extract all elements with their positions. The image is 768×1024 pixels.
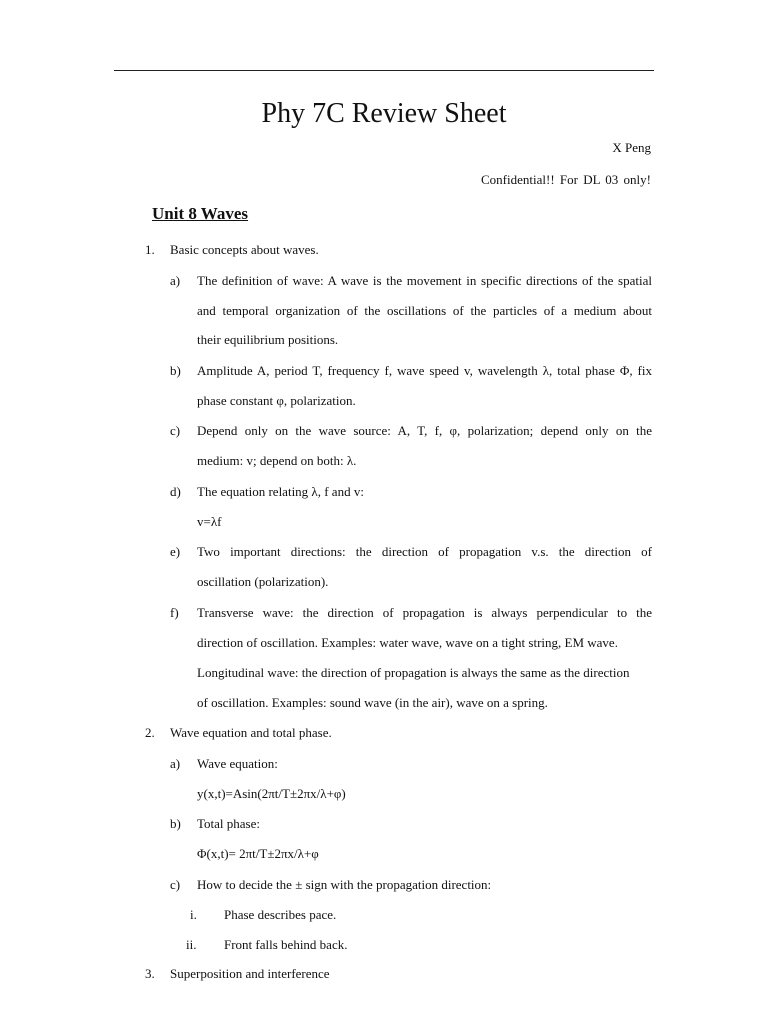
item-line: medium: v; depend on both: λ.	[197, 453, 357, 468]
item-line: Wave equation:	[197, 756, 278, 771]
item-label: c)	[170, 423, 181, 438]
item-line: Total phase:	[197, 816, 260, 831]
item-line: their equilibrium positions.	[197, 332, 339, 347]
author: X Peng	[612, 140, 651, 155]
section-number: 1.	[145, 242, 155, 257]
unit-heading: Unit 8 Waves	[152, 204, 249, 223]
header-rule	[114, 70, 654, 71]
item-line: How to decide the ± sign with the propagation direction:	[197, 877, 492, 892]
item-label: b)	[170, 816, 181, 831]
section-heading: Wave equation and total phase.	[170, 725, 332, 740]
equation: Φ(x,t)= 2πt/T±2πx/λ+φ	[197, 846, 319, 861]
item-line: The definition of wave: A wave is the movement in specific directions of the spatial	[197, 273, 652, 288]
subitem-text: Phase describes pace.	[224, 907, 337, 922]
item-line: Amplitude A, period T, frequency f, wave speed v, wavelength λ, total phase Φ, fix	[197, 363, 652, 378]
item-line: of oscillation. Examples: sound wave (in the air), wave on a spring.	[197, 695, 548, 710]
subitem-label: ii.	[186, 937, 197, 952]
item-line: oscillation (polarization).	[197, 574, 329, 589]
item-label: a)	[170, 273, 181, 288]
item-line: The equation relating λ, f and v:	[197, 484, 364, 499]
equation: v=λf	[197, 514, 222, 529]
item-line: Transverse wave: the direction of propagation is always perpendicular to the	[197, 605, 652, 620]
item-line: Two important directions: the direction of propagation v.s. the direction of	[197, 544, 652, 559]
item-label: c)	[170, 877, 181, 892]
item-line: Longitudinal wave: the direction of propagation is always the same as the direction	[197, 665, 630, 680]
item-label: d)	[170, 484, 181, 499]
page-title: Phy 7C Review Sheet	[261, 98, 507, 129]
item-line: direction of oscillation. Examples: water wave, wave on a tight string, EM wave.	[197, 635, 618, 650]
item-line: Depend only on the wave source: A, T, f, φ, polarization; depend only on the	[197, 423, 652, 438]
item-label: e)	[170, 544, 181, 559]
section-heading: Superposition and interference	[170, 966, 330, 981]
item-label: f)	[170, 605, 179, 620]
item-label: a)	[170, 756, 181, 771]
subitem-label: i.	[190, 907, 197, 922]
subitem-text: Front falls behind back.	[224, 937, 348, 952]
section-number: 2.	[145, 725, 155, 740]
item-label: b)	[170, 363, 181, 378]
item-line: phase constant φ, polarization.	[197, 393, 356, 408]
item-line: and temporal organization of the oscillations of the particles of a medium about	[197, 303, 652, 318]
confidential-note: Confidential!! For DL 03 only!	[481, 172, 651, 187]
equation: y(x,t)=Asin(2πt/T±2πx/λ+φ)	[197, 786, 346, 801]
section-heading: Basic concepts about waves.	[170, 242, 319, 257]
section-number: 3.	[145, 966, 155, 981]
